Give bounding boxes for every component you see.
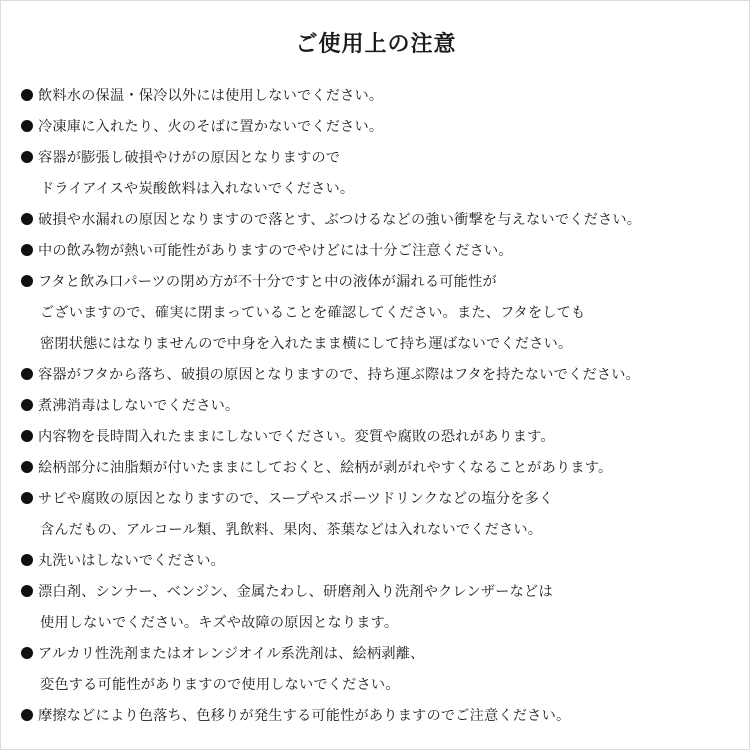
notice-item xyxy=(21,484,736,546)
notice-item-line xyxy=(21,639,736,670)
notice-text: 内容物を長時間入れたままにしないでください。変質や腐敗の恐れがあります。 xyxy=(38,429,555,445)
notice-item xyxy=(21,639,736,701)
notice-item-line xyxy=(21,205,736,236)
notice-item xyxy=(21,422,736,453)
notice-item xyxy=(21,701,736,732)
bullet-icon xyxy=(21,461,33,473)
bullet-icon xyxy=(21,89,33,101)
notice-text: 煮沸消毒はしないでください。 xyxy=(38,398,240,414)
notice-item-line xyxy=(21,577,736,608)
bullet-icon xyxy=(21,275,33,287)
bullet-icon xyxy=(21,213,33,225)
notice-item-line xyxy=(21,701,736,732)
notice-item xyxy=(21,453,736,484)
notice-item-continuation xyxy=(21,670,736,701)
notice-item-continuation xyxy=(21,608,736,639)
bullet-icon xyxy=(21,151,33,163)
bullet-icon xyxy=(21,647,33,659)
notice-item xyxy=(21,360,736,391)
bullet-icon xyxy=(21,430,33,442)
notice-text: ございますので、確実に閉まっていることを確認してください。また、フタをしても xyxy=(40,305,586,321)
notice-item-line xyxy=(21,81,736,112)
notice-text: 丸洗いはしないでください。 xyxy=(38,553,226,569)
bullet-icon xyxy=(21,120,33,132)
notice-text: 破損や水漏れの原因となりますので落とす、ぶつけるなどの強い衝撃を与えないでください。 xyxy=(38,212,642,228)
notice-item xyxy=(21,267,736,360)
notice-text: 容器が膨張し破損やけがの原因となりますので xyxy=(38,150,341,166)
notice-item xyxy=(21,546,736,577)
notice-item-line xyxy=(21,546,736,577)
bullet-icon xyxy=(21,709,33,721)
notice-text: 飲料水の保温・保冷以外には使用しないでください。 xyxy=(38,88,384,104)
notice-item-line xyxy=(21,360,736,391)
bullet-icon xyxy=(21,368,33,380)
notice-text: 冷凍庫に入れたり、火のそばに置かないでください。 xyxy=(38,119,384,135)
notice-item-line xyxy=(21,391,736,422)
notice-text: フタと飲み口パーツの閉め方が不十分ですと中の液体が漏れる可能性が xyxy=(38,274,497,290)
notice-item xyxy=(21,391,736,422)
page-title: ご使用上の注意 xyxy=(295,32,457,57)
notice-item-line xyxy=(21,453,736,484)
notice-item-line xyxy=(21,484,736,515)
notice-text: 漂白剤、シンナー、ベンジン、金属たわし、研磨剤入り洗剤やクレンザーなどは xyxy=(38,584,553,600)
notice-item xyxy=(21,205,736,236)
notice-item xyxy=(21,81,736,112)
notice-item xyxy=(21,236,736,267)
notice-text: アルカリ性洗剤またはオレンジオイル系洗剤は、絵柄剥離、 xyxy=(38,646,425,662)
notice-text: 密閉状態にはなりませんので中身を入れたまま横にして持ち運ばないでください。 xyxy=(40,336,573,352)
bullet-icon xyxy=(21,399,33,411)
notice-item-continuation xyxy=(21,515,736,546)
bullet-icon xyxy=(21,554,33,566)
notice-list xyxy=(21,81,736,732)
notice-item-continuation xyxy=(21,329,736,360)
notice-item-line xyxy=(21,422,736,453)
bullet-icon xyxy=(21,492,33,504)
notice-item-line xyxy=(21,143,736,174)
notice-item xyxy=(21,143,736,205)
notice-text: 中の飲み物が熱い可能性がありますのでやけどには十分ご注意ください。 xyxy=(38,243,513,259)
notice-text: 摩擦などにより色落ち、色移りが発生する可能性がありますのでご注意ください。 xyxy=(38,708,571,724)
notice-text: 絵柄部分に油脂類が付いたままにしておくと、絵柄が剥がれやすくなることがあります。 xyxy=(38,460,613,476)
notice-text: 変色する可能性がありますので使用しないでください。 xyxy=(40,677,400,693)
notice-item xyxy=(21,112,736,143)
notice-text: 含んだもの、アルコール類、乳飲料、果肉、茶葉などは入れないでください。 xyxy=(40,522,543,538)
bullet-icon xyxy=(21,585,33,597)
notice-item-line xyxy=(21,112,736,143)
notice-item-line xyxy=(21,267,736,298)
notice-item-continuation xyxy=(21,298,736,329)
notice-text: ドライアイスや炭酸飲料は入れないでください。 xyxy=(40,181,355,197)
notice-text: サビや腐敗の原因となりますので、スープやスポーツドリンクなどの塩分を多く xyxy=(38,491,554,507)
notice-item xyxy=(21,577,736,639)
notice-text: 使用しないでください。キズや故障の原因となります。 xyxy=(40,615,399,631)
notice-item-line xyxy=(21,236,736,267)
notice-item-continuation xyxy=(21,174,736,205)
bullet-icon xyxy=(21,244,33,256)
notice-text: 容器がフタから落ち、破損の原因となりますので、持ち運ぶ際はフタを持たないでください。 xyxy=(38,367,641,383)
